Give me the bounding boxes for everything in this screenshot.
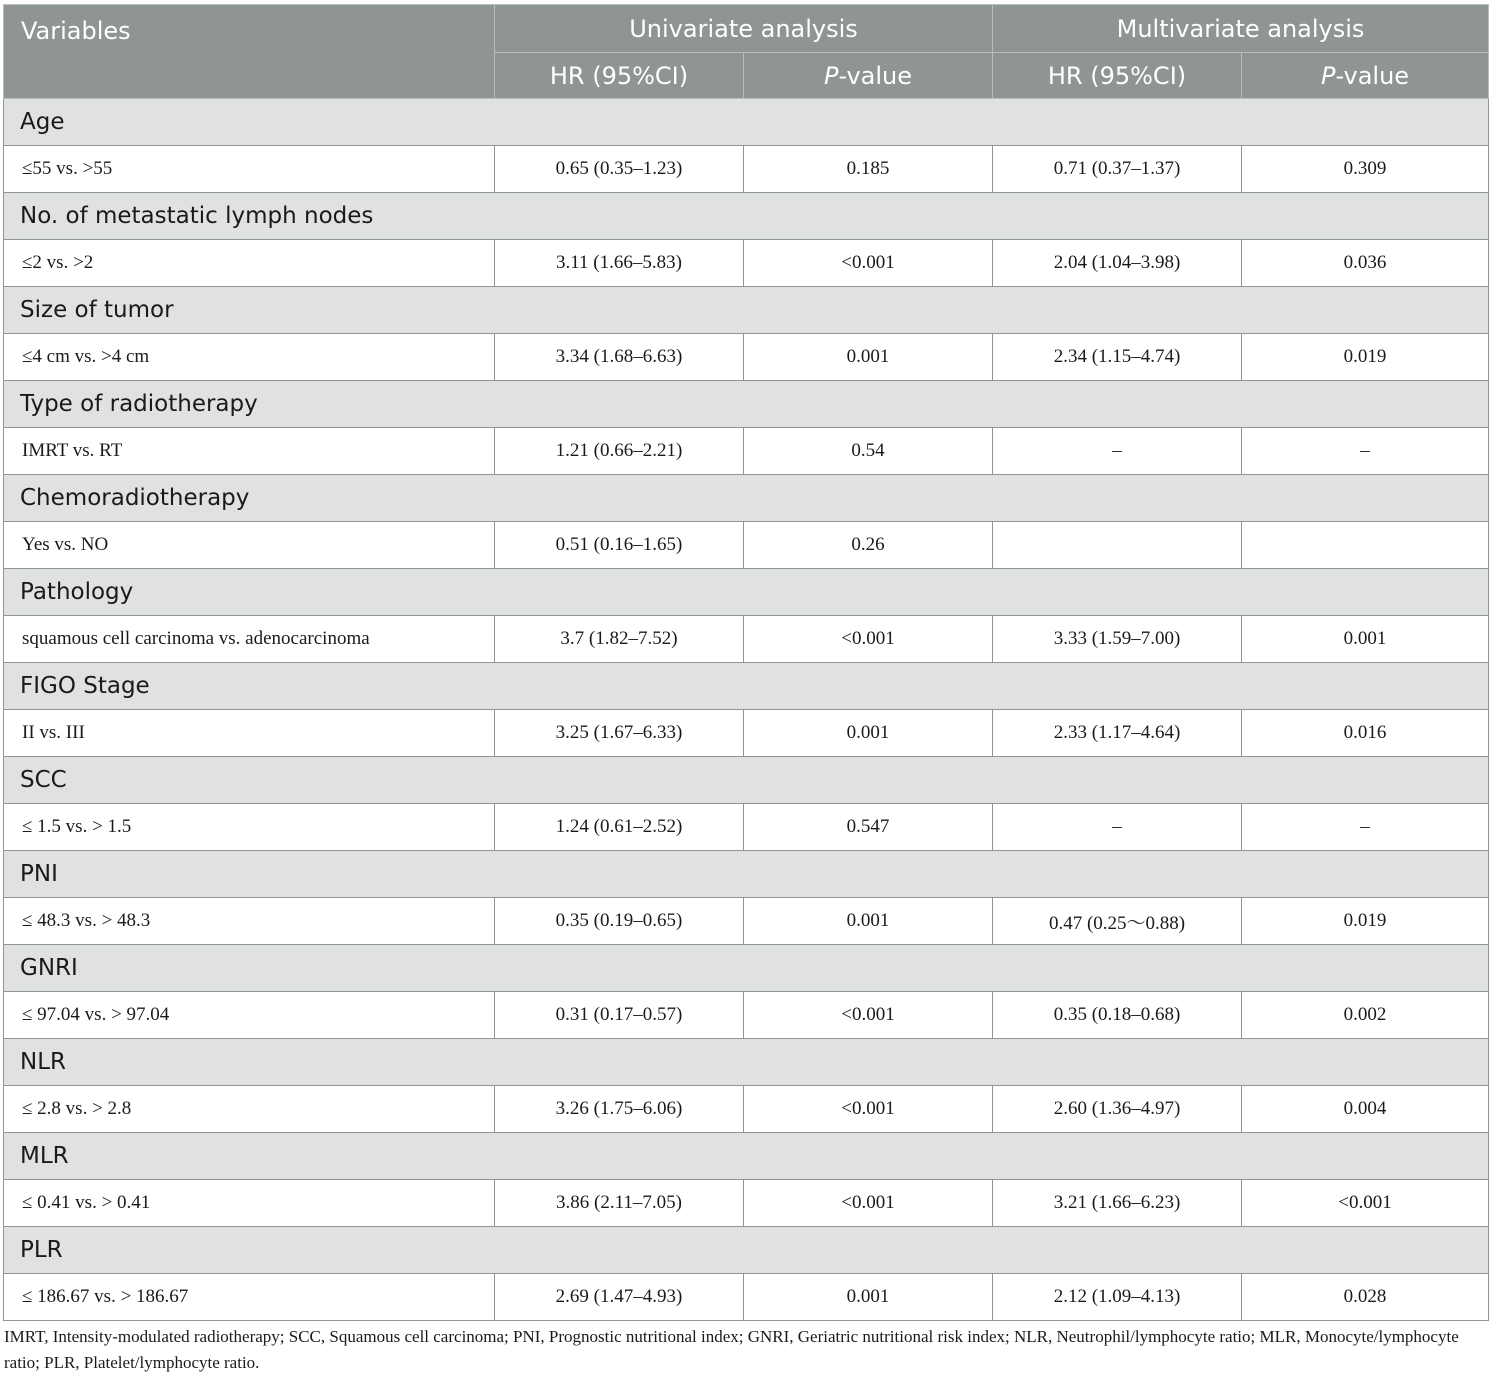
header-p-italic: P xyxy=(1320,61,1336,90)
univariate-p-value: 0.001 xyxy=(744,710,993,757)
univariate-p-value: <0.001 xyxy=(744,240,993,287)
group-row xyxy=(4,381,1489,428)
group-row xyxy=(4,1039,1489,1086)
univariate-p-value: 0.547 xyxy=(744,804,993,851)
multivariate-hr: 2.33 (1.17–4.64) xyxy=(993,710,1242,757)
group-name: Chemoradiotherapy xyxy=(4,475,1489,522)
multivariate-p-value: 0.309 xyxy=(1242,146,1489,193)
univariate-hr: 3.26 (1.75–6.06) xyxy=(495,1086,744,1133)
multivariate-p-value: 0.019 xyxy=(1242,334,1489,381)
group-name: GNRI xyxy=(4,945,1489,992)
univariate-hr: 0.31 (0.17–0.57) xyxy=(495,992,744,1039)
multivariate-hr: 2.12 (1.09–4.13) xyxy=(993,1274,1242,1321)
multivariate-hr: – xyxy=(993,804,1242,851)
comparison-label: ≤4 cm vs. >4 cm xyxy=(4,334,495,381)
group-name: Age xyxy=(4,99,1489,146)
univariate-p-value: 0.001 xyxy=(744,1274,993,1321)
univariate-hr: 0.35 (0.19–0.65) xyxy=(495,898,744,945)
group-name: NLR xyxy=(4,1039,1489,1086)
group-row xyxy=(4,287,1489,334)
univariate-hr: 1.21 (0.66–2.21) xyxy=(495,428,744,475)
multivariate-hr: 2.04 (1.04–3.98) xyxy=(993,240,1242,287)
group-row xyxy=(4,945,1489,992)
cox-regression-table xyxy=(3,4,1489,1321)
univariate-hr: 3.25 (1.67–6.33) xyxy=(495,710,744,757)
multivariate-hr: 2.34 (1.15–4.74) xyxy=(993,334,1242,381)
multivariate-hr: 0.47 (0.25～0.88) xyxy=(993,898,1242,945)
table-row xyxy=(4,1274,1489,1321)
table-row xyxy=(4,240,1489,287)
univariate-p-value: <0.001 xyxy=(744,1180,993,1227)
group-row xyxy=(4,475,1489,522)
group-row xyxy=(4,99,1489,146)
header-p-suffix: -value xyxy=(1335,61,1410,90)
multivariate-p-value: 0.019 xyxy=(1242,898,1489,945)
multivariate-p-value: 0.001 xyxy=(1242,616,1489,663)
comparison-label: ≤ 0.41 vs. > 0.41 xyxy=(4,1180,495,1227)
multivariate-hr: 0.35 (0.18–0.68) xyxy=(993,992,1242,1039)
comparison-label: ≤ 1.5 vs. > 1.5 xyxy=(4,804,495,851)
table-row xyxy=(4,146,1489,193)
univariate-hr: 0.65 (0.35–1.23) xyxy=(495,146,744,193)
comparison-label: IMRT vs. RT xyxy=(4,428,495,475)
multivariate-hr: 3.21 (1.66–6.23) xyxy=(993,1180,1242,1227)
table-row xyxy=(4,992,1489,1039)
header-multivariate: Multivariate analysis xyxy=(993,5,1489,53)
group-name: PNI xyxy=(4,851,1489,898)
comparison-label: ≤ 48.3 vs. > 48.3 xyxy=(4,898,495,945)
multivariate-p-value: – xyxy=(1242,428,1489,475)
comparison-label: ≤55 vs. >55 xyxy=(4,146,495,193)
table-body xyxy=(4,99,1489,1321)
table-row xyxy=(4,710,1489,757)
header-p-suffix: -value xyxy=(838,61,913,90)
table-row xyxy=(4,334,1489,381)
multivariate-p-value: 0.016 xyxy=(1242,710,1489,757)
group-row xyxy=(4,663,1489,710)
header-univariate: Univariate analysis xyxy=(495,5,993,53)
group-row xyxy=(4,1133,1489,1180)
multivariate-hr: 3.33 (1.59–7.00) xyxy=(993,616,1242,663)
comparison-label: squamous cell carcinoma vs. adenocarcinoma xyxy=(4,616,495,663)
multivariate-p-value: 0.028 xyxy=(1242,1274,1489,1321)
comparison-label: Yes vs. NO xyxy=(4,522,495,569)
group-row xyxy=(4,569,1489,616)
group-name: PLR xyxy=(4,1227,1489,1274)
cox-regression-table-wrapper xyxy=(3,4,1488,1321)
group-name: Pathology xyxy=(4,569,1489,616)
comparison-label: ≤ 2.8 vs. > 2.8 xyxy=(4,1086,495,1133)
table-row xyxy=(4,1086,1489,1133)
header-p-italic: P xyxy=(823,61,839,90)
univariate-hr: 3.86 (2.11–7.05) xyxy=(495,1180,744,1227)
group-name: SCC xyxy=(4,757,1489,804)
comparison-label: ≤ 186.67 vs. > 186.67 xyxy=(4,1274,495,1321)
multivariate-hr xyxy=(993,522,1242,569)
group-name: Size of tumor xyxy=(4,287,1489,334)
group-row xyxy=(4,193,1489,240)
univariate-p-value: <0.001 xyxy=(744,616,993,663)
univariate-hr: 1.24 (0.61–2.52) xyxy=(495,804,744,851)
multivariate-hr: – xyxy=(993,428,1242,475)
table-row xyxy=(4,616,1489,663)
header-variables: Variables xyxy=(4,5,495,99)
group-name: FIGO Stage xyxy=(4,663,1489,710)
univariate-p-value: 0.001 xyxy=(744,334,993,381)
univariate-hr: 2.69 (1.47–4.93) xyxy=(495,1274,744,1321)
header-uni-p xyxy=(744,53,993,99)
univariate-p-value: 0.26 xyxy=(744,522,993,569)
table-header xyxy=(4,5,1489,99)
univariate-hr: 3.11 (1.66–5.83) xyxy=(495,240,744,287)
univariate-p-value: 0.54 xyxy=(744,428,993,475)
univariate-hr: 0.51 (0.16–1.65) xyxy=(495,522,744,569)
multivariate-p-value: – xyxy=(1242,804,1489,851)
multivariate-p-value: <0.001 xyxy=(1242,1180,1489,1227)
group-name: Type of radiotherapy xyxy=(4,381,1489,428)
univariate-p-value: 0.185 xyxy=(744,146,993,193)
multivariate-hr: 0.71 (0.37–1.37) xyxy=(993,146,1242,193)
table-row xyxy=(4,1180,1489,1227)
comparison-label: II vs. III xyxy=(4,710,495,757)
header-uni-hr: HR (95%CI) xyxy=(495,53,744,99)
group-name: No. of metastatic lymph nodes xyxy=(4,193,1489,240)
table-footnote: IMRT, Intensity-modulated radiotherapy; SCC, Squamous cell carcinoma; PNI, Prognostic nutritional index; GNRI, Geriatric nutritional risk index; NLR, Neutrophil/lymphocyte ratio; MLR, Monocyte/lymphocyte ratio; PLR, Platelet/lymphocyte ratio. xyxy=(4,1327,1459,1372)
multivariate-p-value: 0.002 xyxy=(1242,992,1489,1039)
header-multi-p xyxy=(1242,53,1489,99)
univariate-p-value: <0.001 xyxy=(744,1086,993,1133)
table-row xyxy=(4,804,1489,851)
table-row xyxy=(4,522,1489,569)
univariate-p-value: <0.001 xyxy=(744,992,993,1039)
multivariate-hr: 2.60 (1.36–4.97) xyxy=(993,1086,1242,1133)
univariate-p-value: 0.001 xyxy=(744,898,993,945)
comparison-label: ≤ 97.04 vs. > 97.04 xyxy=(4,992,495,1039)
multivariate-p-value xyxy=(1242,522,1489,569)
table-row xyxy=(4,898,1489,945)
multivariate-p-value: 0.004 xyxy=(1242,1086,1489,1133)
header-multi-hr: HR (95%CI) xyxy=(993,53,1242,99)
group-row xyxy=(4,757,1489,804)
multivariate-p-value: 0.036 xyxy=(1242,240,1489,287)
group-row xyxy=(4,1227,1489,1274)
group-name: MLR xyxy=(4,1133,1489,1180)
univariate-hr: 3.7 (1.82–7.52) xyxy=(495,616,744,663)
group-row xyxy=(4,851,1489,898)
table-row xyxy=(4,428,1489,475)
univariate-hr: 3.34 (1.68–6.63) xyxy=(495,334,744,381)
comparison-label: ≤2 vs. >2 xyxy=(4,240,495,287)
